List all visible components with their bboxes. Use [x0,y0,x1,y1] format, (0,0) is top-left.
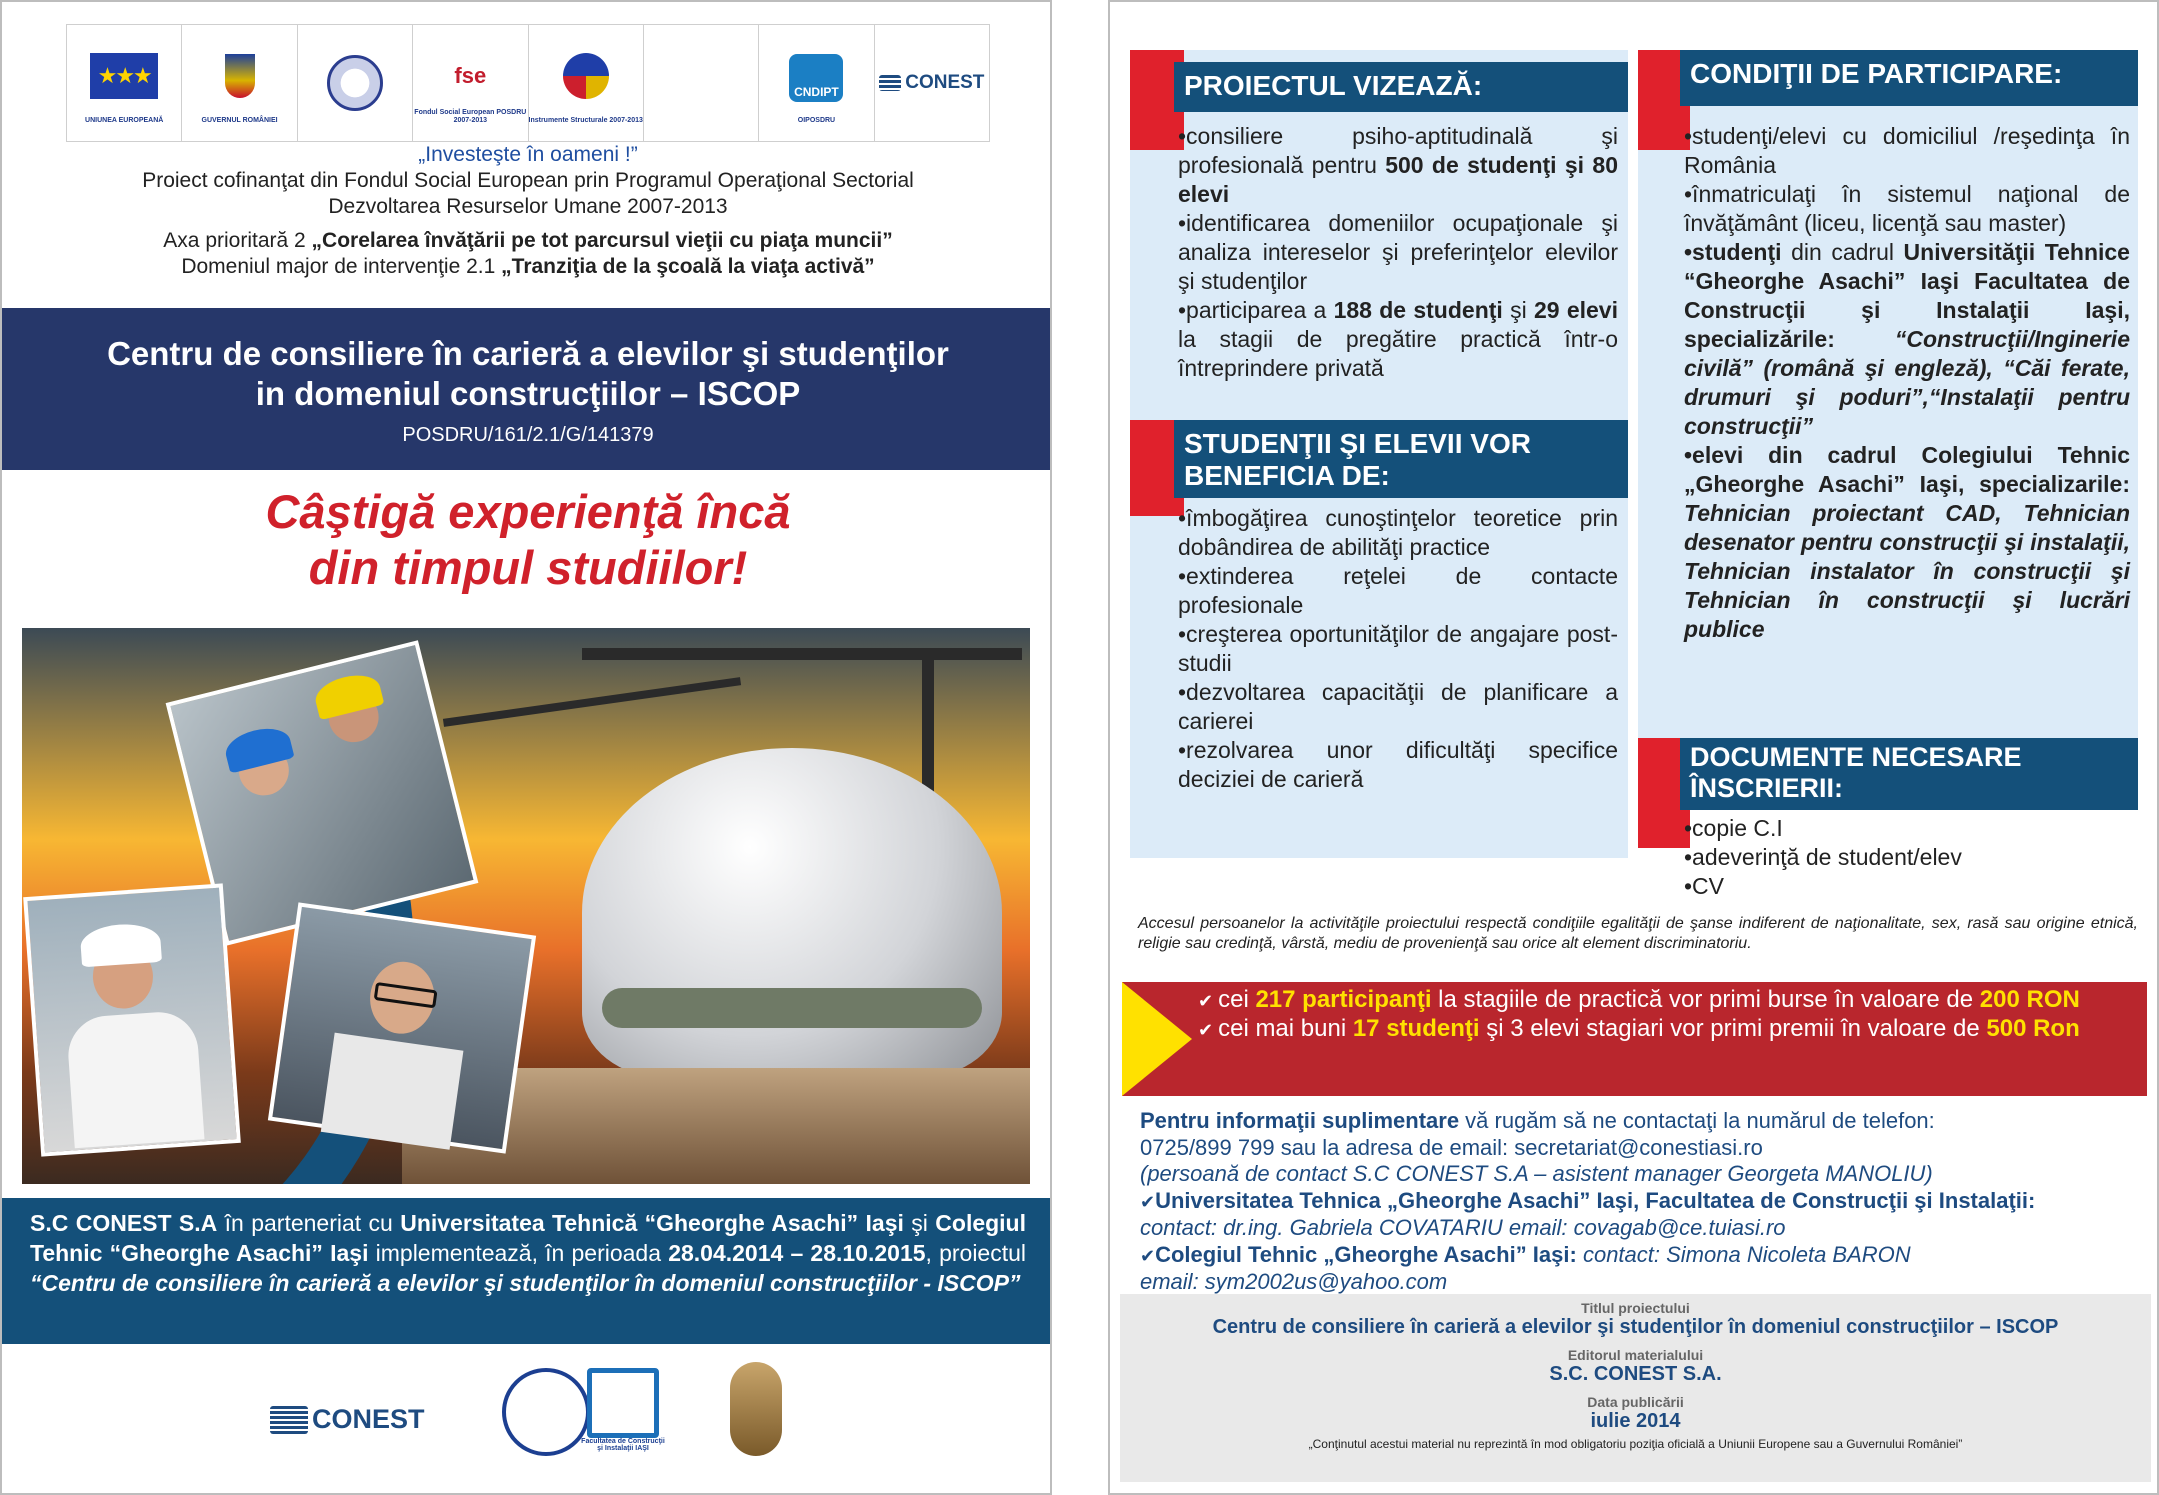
university-seal-icon [502,1368,590,1456]
romania-crest-icon [225,54,255,98]
sponsor-logo-strip [66,24,990,142]
list-item: •elevi din cadrul Colegiului Tehnic „Gheorghe Asachi” Iaşi, specializarile: Tehnician proiectant CAD, Tehnician desenator pentru construcţii şi instalaţii, Tehnician instalator în construcţii şi Tehnician în construcţii şi lucrări publice [1684,442,2130,642]
scholarship-band [1122,982,2147,1096]
eu-flag-icon: ★★★ [90,53,158,99]
project-code: POSDRU/161/2.1/G/141379 [402,424,654,446]
partner-logos [2,1356,1052,1486]
editor: S.C. CONEST S.A. [1549,1363,1722,1385]
eu-logo: ★★★ UNIUNEA EUROPEANĂ [67,25,182,141]
list-item: •extinderea reţelei de contacte profesionale [1178,563,1618,618]
scholarship-line: ✔ cei 217 participanţi la stagiile de practică vor primi burse în valoare de 200 RON [1198,986,2080,1013]
list-item: •identificarea domeniilor ocupaţionale şi analiza intereselor şi preferinţelor elevilor şi studenţilor [1178,210,1618,294]
list-item: •copie C.I [1684,815,1783,841]
project-line-1: Proiect cofinanţat din Fondul Social European prin Programul Operaţional Sectorial [142,169,914,192]
helmet-strap [602,988,982,1028]
cndipt-logo: CNDIPT OIPOSDRU [759,25,874,141]
college-logo [730,1362,782,1456]
fse-icon: fse [454,63,487,88]
list-item: •rezolvarea unor dificultăţi specifice deciziei de carieră [1178,737,1618,792]
instrumente-structurale-icon [563,53,609,99]
fse-logo: fse Fondul Social European POSDRU 2007-2013 [413,25,528,141]
section-beneficii-title: STUDENŢII ŞI ELEVII VOR BENEFICIA DE: [1174,420,1628,498]
university-seal-logo [502,1368,590,1456]
disclaimer: „Conţinutul acestui material nu reprezintă în mod obligatoriu poziţia oficială a Uniunii Europene sau a Guvernului României” [1308,1437,1963,1451]
flyer-front [0,0,1052,1495]
white-helmet-image [582,748,1002,1078]
government-logo: GUVERNUL ROMÂNIEI [182,25,297,141]
empty-logo-slot [644,25,759,141]
project-line-2: Dezvoltarea Resurselor Umane 2007-2013 [328,195,728,218]
prize-line: ✔ cei mai buni 17 studenţi şi 3 elevi stagiari vor primi premii în valoare de 500 Ron [1198,1015,2080,1042]
list-item: •CV [1684,873,1725,899]
phone-email: 0725/899 799 sau la adresa de email: secretariat@conestiasi.ro [1140,1134,1763,1160]
faculty-logo: Facultatea de Construcţii şi Instalaţii IAŞI [578,1368,668,1452]
equal-access-note: Accesul persoanelor la activităţile proiectului respectă condiţiile egalităţii de şanse indiferent de naţionalitate, sex, rasă sau origine etnică, religie sau credinţă, vârstă, mediu de provenienţă sau orice alt element discriminatoriu. [1138,915,2138,952]
vizeaza-list [1178,122,1618,383]
yellow-arrow-icon [1122,982,1192,1096]
check-icon: ✔ [1140,1245,1156,1266]
domeniu-interventie: Domeniul major de intervenţie 2.1 „Tranziţia de la şcoală la viaţa activă” [181,255,875,278]
cndipt-icon: CNDIPT [789,54,843,102]
list-item: •participarea a 188 de studenţi şi 29 elevi la stagii de pregătire practică într-o întreprindere privată [1178,297,1618,381]
conditii-list [1684,122,2130,644]
list-item: •adeverinţă de student/elev [1684,844,1962,870]
slogan: „Investeşte în oameni !” [418,143,638,166]
list-item: •creşterea oportunităţilor de angajare post-studii [1178,621,1618,676]
crane-arm [582,648,1022,660]
project-title: Centru de consiliere în carieră a elevilor şi studenţilor în domeniul construcţiilor – ISCOP [1212,1316,2059,1338]
conest-logo: CONEST [875,25,989,141]
contact-info: Pentru informaţii suplimentare vă rugăm să ne contactaţi la numărul de telefon: 0725/899 799 sau la adresa de email: secretariat@conestiasi.ro (persoană de contact S.C CONEST S.A – asistent manager Georgeta MANOLIU) ✔Universitatea Tehnica „Gheorghe Asachi” Iaşi, Facultatea de Construcţii şi Instalaţii: contact: dr.ing. Gabriela COVATARIU email: covagab@ce.tuiasi.ro ✔Colegiul Tehnic „Gheorghe Asachi” Iaşi: contact: Simona Nicoleta BARON email: sym2002us@yahoo.com [1140,1108,2140,1296]
list-item: •consiliere psiho-aptitudinală şi profesională pentru 500 de studenţi şi 80 elevi [1178,123,1619,207]
list-item: •înmatriculaţi în sistemul naţional de învăţământ (liceu, licenţă sau master) [1684,181,2130,236]
conest-mark-icon [270,1406,308,1434]
check-icon: ✔ [1198,991,1219,1011]
section-documente-title: DOCUMENTE NECESARE ÎNSCRIERII: [1680,738,2138,810]
title-banner [2,308,1052,470]
conest-footer-logo: CONEST [270,1404,425,1435]
college-seal-icon [730,1362,782,1456]
ministry-seal-icon [327,55,383,111]
worker-photo [23,883,241,1156]
publication-date: iulie 2014 [1590,1410,1681,1432]
section-conditii-title: CONDIŢII DE PARTICIPARE: [1680,50,2138,106]
conest-mark-icon [879,75,901,91]
white-shirt [321,1033,464,1150]
beneficii-list [1178,504,1618,794]
photo-collage [22,628,1030,1184]
list-item: •dezvoltarea capacităţii de planificare a carierei [1178,679,1618,734]
banner-title: Centru de consiliere în carieră a elevilor şi studenţilor in domeniul construcţiilor – ISCOP [107,335,949,412]
student-photo [268,902,536,1153]
publication-details: Titlul proiectului Centru de consiliere în carieră a elevilor şi studenţilor în domeniul construcţiilor – ISCOP Editorul materialului S.C. CONEST S.A. Data publicării iulie 2014 „Conţinutul acestui material nu reprezintă în mod obligatoriu poziţia oficială a Uniunii Europene sau a Guvernului României” [1120,1294,2151,1482]
check-icon: ✔ [1198,1020,1219,1040]
white-tshirt [66,1010,205,1149]
list-item: •studenţi din cadrul Universităţii Tehnice “Gheorghe Asachi” Iaşi Facultatea de Construcţii şi Instalaţii Iaşi, specializările: “Construcţii/Inginerie civilă” (română şi engleză), “Căi ferate, drumuri şi poduri”,“Instalaţii pentru construcţii” [1684,239,2130,439]
partnership-statement: S.C CONEST S.A în parteneriat cu Universitatea Tehnică “Gheorghe Asachi” Iaşi şi Colegiul Tehnic “Gheorghe Asachi” Iaşi implementează, în perioada 28.04.2014 – 28.10.2015, proiectul “Centru de consiliere în carieră a elevilor şi studenţilor în domeniul construcţiilor - ISCOP” [2,1198,1052,1344]
project-intro [2,142,1052,280]
flyer-back [1108,0,2159,1495]
faculty-mark-icon [587,1368,659,1438]
instrumente-structurale-logo: Instrumente Structurale 2007-2013 [529,25,644,141]
section-vizeaza-title: PROIECTUL VIZEAZĂ: [1174,62,1628,112]
axa-prioritara: Axa prioritară 2 „Corelarea învăţării pe tot parcursul vieţii cu piaţa muncii” [163,229,893,252]
check-icon: ✔ [1140,1191,1156,1212]
headline: Câştigă experienţă încă din timpul studiilor! [265,485,791,594]
white-hard-hat-icon [79,922,162,967]
list-item: •îmbogăţirea cunoştinţelor teoretice prin dobândirea de abilităţi practice [1178,505,1618,560]
ministry-logo [298,25,413,141]
documente-list [1684,814,2130,901]
list-item: •studenţi/elevi cu domiciliul /reşedinţa în România [1684,123,2130,178]
